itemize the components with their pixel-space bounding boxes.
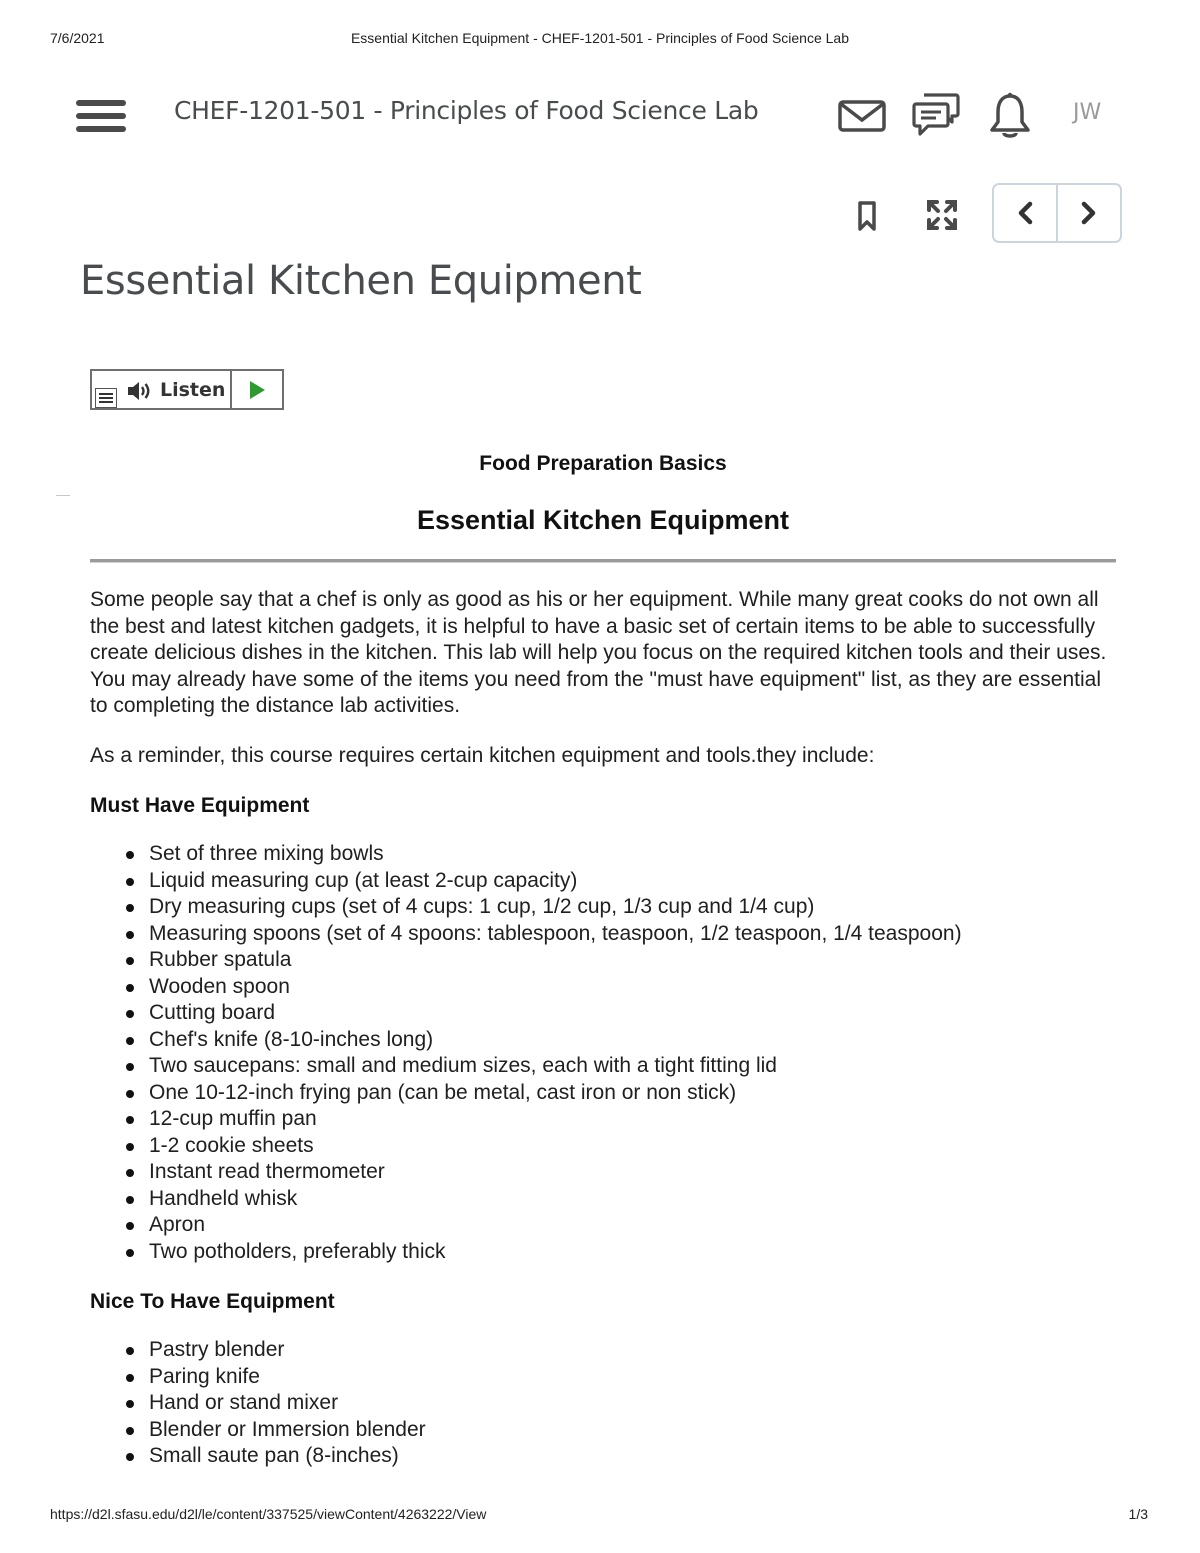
list-item: Liquid measuring cup (at least 2-cup capacity) (149, 868, 1116, 895)
nice-to-have-heading: Nice To Have Equipment (90, 1290, 335, 1313)
list-item: Pastry blender (149, 1337, 1116, 1364)
course-title[interactable]: CHEF-1201-501 - Principles of Food Science Lab (174, 96, 759, 125)
navbar (0, 80, 1200, 160)
previous-icon[interactable] (994, 185, 1056, 241)
content-title: Essential Kitchen Equipment (416, 505, 790, 535)
must-have-heading: Must Have Equipment (90, 794, 310, 817)
list-item: One 10-12-inch frying pan (can be metal, cast iron or non stick) (149, 1080, 1116, 1107)
list-item: Instant read thermometer (149, 1159, 1116, 1186)
list-item: 12-cup muffin pan (149, 1106, 1116, 1133)
list-item: Blender or Immersion blender (149, 1417, 1116, 1444)
list-item: Dry measuring cups (set of 4 cups: 1 cup, 1/2 cup, 1/3 cup and 1/4 cup) (149, 894, 1116, 921)
reminder-paragraph: As a reminder, this course requires certain kitchen equipment and tools.they include: (90, 743, 875, 767)
print-url: https://d2l.sfasu.edu/d2l/le/content/337525/viewContent/4263222/View (50, 1506, 487, 1522)
list-item: 1-2 cookie sheets (149, 1133, 1116, 1160)
list-item: Hand or stand mixer (149, 1390, 1116, 1417)
user-avatar[interactable]: JW (1073, 100, 1102, 125)
list-item: Rubber spatula (149, 947, 1116, 974)
divider-mark (56, 495, 70, 496)
print-document-title: Essential Kitchen Equipment - CHEF-1201-501 - Principles of Food Science Lab (350, 30, 850, 46)
print-footer (0, 1506, 1200, 1526)
list-item: Paring knife (149, 1364, 1116, 1391)
nice-to-have-list (90, 1337, 1116, 1470)
horizontal-rule (90, 559, 1116, 563)
list-item: Set of three mixing bowls (149, 841, 1116, 868)
content-subject: Food Preparation Basics (479, 452, 727, 475)
listen-button[interactable] (92, 371, 232, 408)
intro-paragraph: Some people say that a chef is only as good as his or her equipment. While many great cooks do not own all the best and latest kitchen gadgets, it is helpful to have a basic set of certain items to be able to successfully create delicious dishes in the kitchen. This lab will help you focus on the required kitchen tools and their uses. You may already have some of the items you need from the "must have equipment" list, as they are essential to completing the distance lab activities. (90, 588, 1107, 717)
content-toolbar (0, 183, 1200, 247)
list-item: Cutting board (149, 1000, 1116, 1027)
mail-icon[interactable] (838, 100, 886, 132)
content-body (90, 450, 1116, 1470)
menu-icon[interactable] (76, 100, 126, 134)
must-have-list (90, 841, 1116, 1265)
listen-menu-icon[interactable] (95, 388, 117, 413)
bell-icon[interactable] (988, 92, 1032, 140)
listen-label: Listen (160, 379, 226, 401)
fullscreen-icon[interactable] (926, 199, 958, 236)
topic-navigation (992, 183, 1122, 243)
play-icon[interactable] (232, 371, 282, 408)
listen-widget (90, 369, 284, 410)
chat-icon[interactable] (912, 92, 960, 138)
list-item: Two saucepans: small and medium sizes, each with a tight fitting lid (149, 1053, 1116, 1080)
list-item: Chef's knife (8-10-inches long) (149, 1027, 1116, 1054)
speaker-icon (126, 380, 154, 407)
print-date: 7/6/2021 (50, 30, 105, 46)
bookmark-icon[interactable] (858, 201, 876, 236)
list-item: Apron (149, 1212, 1116, 1239)
list-item: Wooden spoon (149, 974, 1116, 1001)
list-item: Handheld whisk (149, 1186, 1116, 1213)
list-item: Two potholders, preferably thick (149, 1239, 1116, 1266)
page-title: Essential Kitchen Equipment (80, 258, 642, 304)
list-item: Measuring spoons (set of 4 spoons: tablespoon, teaspoon, 1/2 teaspoon, 1/4 teaspoon) (149, 921, 1116, 948)
print-header (0, 30, 1200, 50)
list-item: Small saute pan (8-inches) (149, 1443, 1116, 1470)
next-icon[interactable] (1056, 185, 1120, 241)
print-page-count: 1/3 (1128, 1506, 1148, 1522)
